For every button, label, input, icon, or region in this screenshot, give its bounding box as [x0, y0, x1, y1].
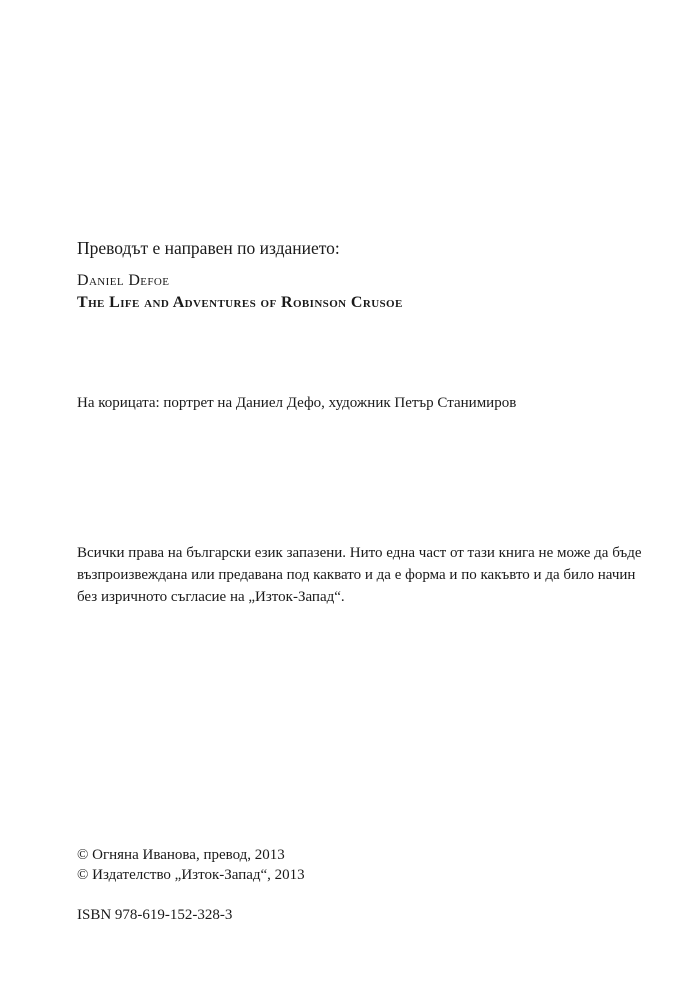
publisher-copyright: © Издателство „Изток-Запад“, 2013: [77, 867, 305, 883]
rights-line: възпроизвеждана или предавана под каквато и да е форма и по какъвто и да било начин: [77, 567, 636, 583]
rights-line: Всички права на български език запазени. Нито една част от тази книга не може да бъде: [77, 545, 642, 561]
cover-credit: На корицата: портрет на Даниел Дефо, художник Петър Станимиров: [77, 395, 517, 411]
original-author: Daniel Defoe: [77, 272, 170, 289]
original-title: The Life and Adventures of Robinson Crusoe: [77, 294, 403, 311]
translation-source-note: Преводът е направен по изданието:: [77, 238, 340, 258]
translation-copyright: © Огняна Иванова, превод, 2013: [77, 847, 285, 863]
isbn: ISBN 978-619-152-328-3: [77, 907, 233, 923]
rights-notice: [77, 542, 660, 608]
rights-line: без изричното съгласие на „Изток-Запад“.: [77, 589, 345, 605]
